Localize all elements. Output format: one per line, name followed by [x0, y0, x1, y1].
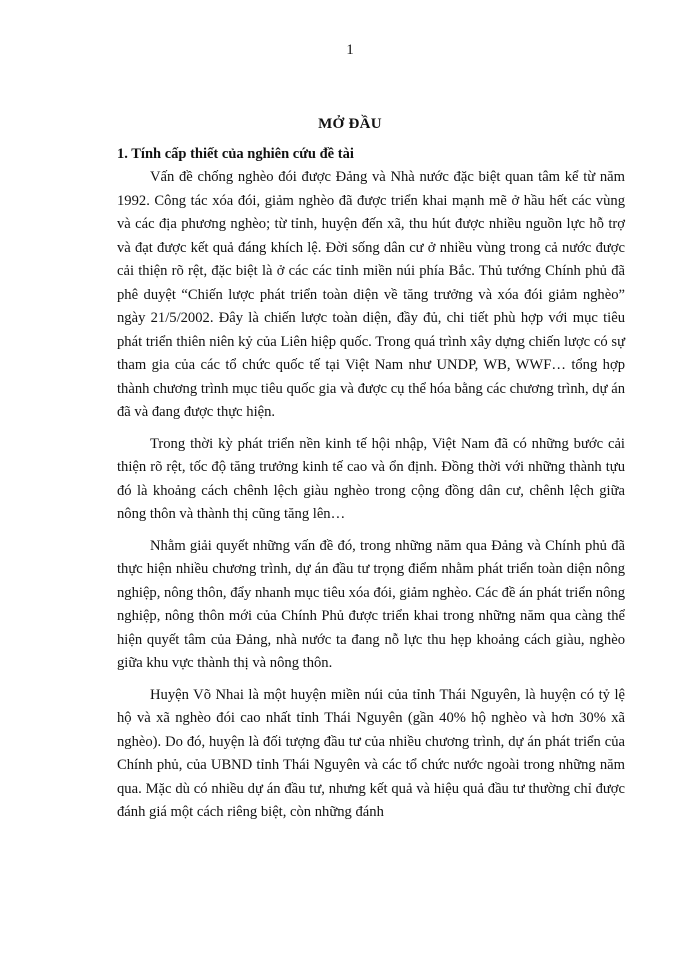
body-text: [117, 166, 625, 833]
page-number: 1: [346, 42, 354, 58]
page-heading: MỞ ĐẦU: [318, 116, 382, 132]
paragraph: Nhằm giải quyết những vấn đề đó, trong những năm qua Đảng và Chính phủ đã thực hiện nhiều chương trình, dự án đầu tư trọng điểm nhằm phát triển toàn diện nông nghiệp, nông thôn, đẩy nhanh mục tiêu xóa đói, giảm nghèo. Các đề án phát triển nông nghiệp, nông thôn mới của Chính Phủ được triển khai trong những năm qua càng thể hiện quyết tâm của Đảng, nhà nước ta đang nỗ lực thu hẹp khoảng cách giàu, nghèo giữa khu vực thành thị và nông thôn.: [117, 537, 625, 671]
paragraph: Trong thời kỳ phát triển nền kinh tế hội nhập, Việt Nam đã có những bước cải thiện rõ rệt, tốc độ tăng trưởng kinh tế cao và ổn định. Đồng thời với những thành tựu đó là khoảng cách chênh lệch giàu nghèo trong cộng đồng dân cư, chênh lệch giữa nông thôn và thành thị cũng tăng lên…: [117, 435, 625, 522]
paragraph: Vấn đề chống nghèo đói được Đảng và Nhà nước đặc biệt quan tâm kể từ năm 1992. Công tác xóa đói, giảm nghèo đã được triển khai mạnh mẽ ở hầu hết các vùng và các địa phương nghèo; từ tỉnh, huyện đến xã, thu hút được nhiều nguồn lực hỗ trợ và đạt được kết quả đáng khích lệ. Đời sống dân cư ở nhiều vùng trong cả nước được cải thiện rõ rệt, đặc biệt là ở các các tỉnh miền núi phía Bắc. Thủ tướng Chính phủ đã phê duyệt “Chiến lược phát triển toàn diện về tăng trưởng và xóa đói giảm nghèo” ngày 21/5/2002. Đây là chiến lược toàn diện, đầy đủ, chi tiết phù hợp với mục tiêu phát triển thiên niên kỷ của Liên hiệp quốc. Trong quá trình xây dựng chiến lược có sự tham gia của các tổ chức quốc tế tại Việt Nam như UNDP, WB, WWF… tổng hợp thành chương trình mục tiêu quốc gia và được cụ thể hóa bằng các chương trình, dự án đã và đang được thực hiện.: [117, 169, 625, 420]
section-title: 1. Tính cấp thiết của nghiên cứu đề tài: [117, 146, 354, 162]
paragraph: Huyện Võ Nhai là một huyện miền núi của tỉnh Thái Nguyên, là huyện có tỷ lệ hộ và xã nghèo đói cao nhất tỉnh Thái Nguyên (gần 40% hộ nghèo và hơn 30% xã nghèo). Do đó, huyện là đối tượng đầu tư của nhiều chương trình, dự án phát triển của Chính phủ, của UBND tỉnh Thái Nguyên và các tổ chức nước ngoài trong những năm qua. Mặc dù có nhiều dự án đầu tư, nhưng kết quả và hiệu quả đầu tư thường chỉ được đánh giá một cách riêng biệt, còn những đánh: [117, 686, 625, 820]
